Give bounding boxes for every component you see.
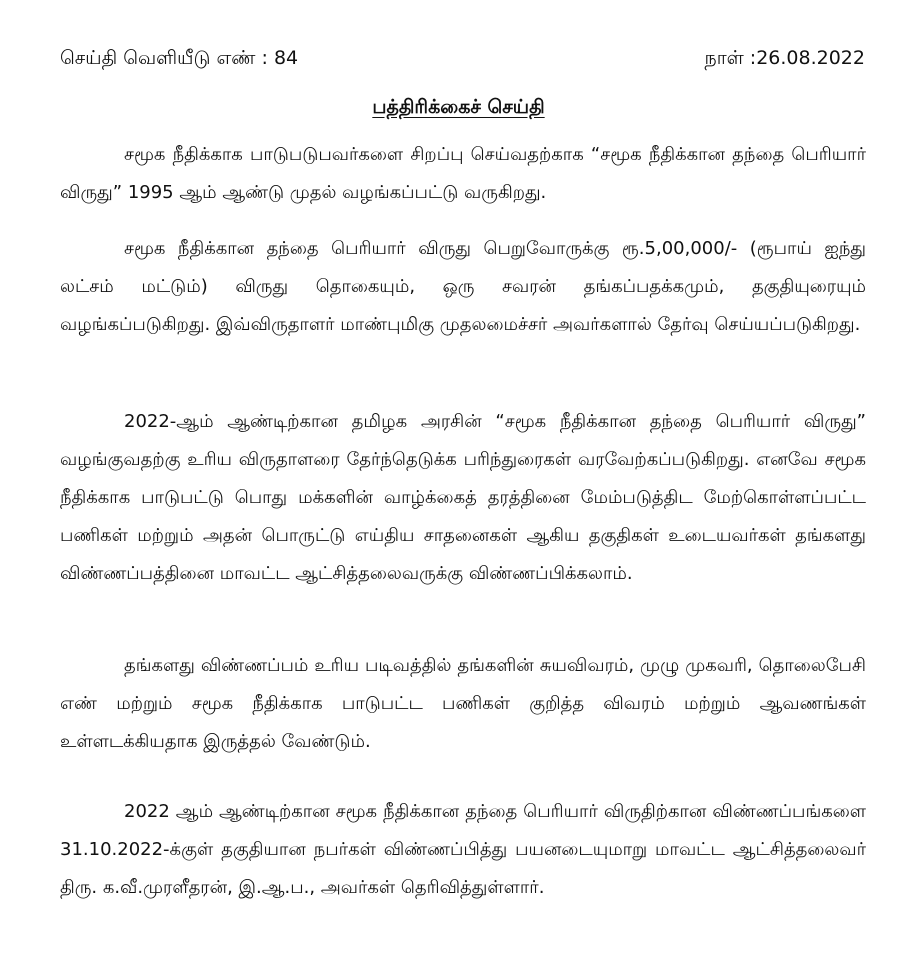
paragraph-application-contents: தங்களது விண்ணப்பம் உரிய படிவத்தில் தங்களின் சுயவிவரம், முழு முகவரி, தொலைபேசி எண் மற்றும் சமூக நீதிக்காக பாடுபட்ட பணிகள் குறித்த விவரம் மற்றும் ஆவணங்கள் உள்ளடக்கியதாக இருத்தல் வேண்டும். — [60, 655, 866, 752]
page-title: பத்திரிக்கைச் செய்தி — [372, 96, 545, 118]
paragraph-award-intro: சமூக நீதிக்காக பாடுபடுபவர்களை சிறப்பு செய்வதற்காக “சமூக நீதிக்கான தந்தை பெரியார் விருது” 1995 ஆம் ஆண்டு முதல் வழங்கப்பட்டு வருகிறது. — [60, 144, 866, 203]
release-number: செய்தி வெளியீடு எண் : 84 — [60, 46, 299, 69]
release-date: நாள் :26.08.2022 — [704, 46, 865, 69]
paragraph-nominations: 2022-ஆம் ஆண்டிற்கான தமிழக அரசின் “சமூக நீதிக்கான தந்தை பெரியார் விருது” வழங்குவதற்கு உரிய விருதாளரை தேர்ந்தெடுக்க பரிந்துரைகள் வரவேற்கப்படுகிறது. எனவே சமூக நீதிக்காக பாடுபட்டு பொது மக்களின் வாழ்க்கைத் தரத்தினை மேம்படுத்திட மேற்கொள்ளப்பட்ட பணிகள் மற்றும் அதன் பொருட்டு எய்திய சாதனைகள் ஆகிய தகுதிகள் உடையவர்கள் தங்களது விண்ணப்பத்தினை மாவட்ட ஆட்சித்தலைவருக்கு விண்ணப்பிக்கலாம். — [60, 411, 866, 584]
document-header — [60, 44, 865, 74]
paragraph-deadline: 2022 ஆம் ஆண்டிற்கான சமூக நீதிக்கான தந்தை பெரியார் விருதிற்கான விண்ணப்பங்களை 31.10.2022-க்குள் தகுதியான நபர்கள் விண்ணப்பித்து பயனடையுமாறு மாவட்ட ஆட்சித்தலைவர் திரு. க.வீ.முரளீதரன், இ.ஆ.ப., அவர்கள் தெரிவித்துள்ளார். — [60, 801, 866, 898]
paragraph-award-details: சமூக நீதிக்கான தந்தை பெரியார் விருது பெறுவோருக்கு ரூ.5,00,000/- (ரூபாய் ஐந்து லட்சம் மட்டும்) விருது தொகையும், ஒரு சவரன் தங்கப்பதக்கமும், தகுதியுரையும் வழங்கப்படுகிறது. இவ்விருதாளர் மாண்புமிகு முதலமைச்சர் அவர்களால் தேர்வு செய்யப்படுகிறது. — [60, 238, 866, 335]
